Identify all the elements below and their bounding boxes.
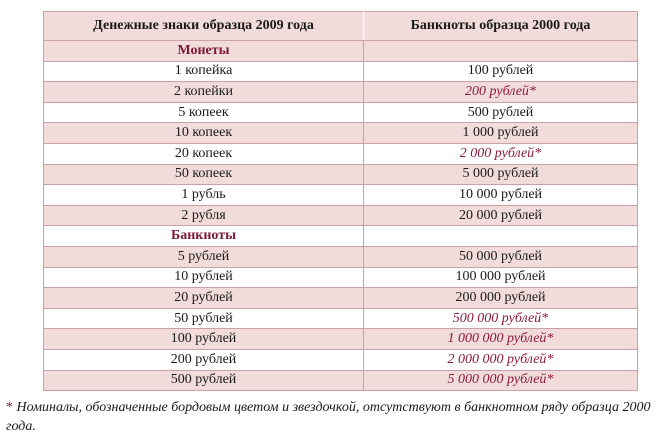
footnote-text: Номиналы, обозначенные бордовым цветом и звездочкой, отсутствуют в банкнотном ряду образца 2000 года.	[6, 400, 651, 434]
denomination-2009: 2 копейки	[44, 82, 364, 103]
section-label: Банкноты	[44, 226, 364, 247]
table-row	[44, 123, 638, 144]
table-row	[44, 82, 638, 103]
denomination-2000: 2 000 000 рублей*	[364, 349, 638, 370]
denomination-2000: 100 рублей	[364, 61, 638, 82]
table-row	[44, 349, 638, 370]
section-empty-cell	[364, 226, 638, 247]
section-empty-cell	[364, 41, 638, 62]
denomination-2009: 20 копеек	[44, 143, 364, 164]
denomination-2000: 10 000 рублей	[364, 185, 638, 206]
header-2000-banknotes: Банкноты образца 2000 года	[364, 12, 638, 41]
footnote	[6, 398, 656, 436]
table-row	[44, 308, 638, 329]
denomination-2000: 500 рублей	[364, 102, 638, 123]
denomination-2009: 50 копеек	[44, 164, 364, 185]
table-header-row	[44, 12, 638, 41]
denomination-2000: 200 рублей*	[364, 82, 638, 103]
denomination-2009: 50 рублей	[44, 308, 364, 329]
table-row	[44, 143, 638, 164]
denomination-2000: 100 000 рублей	[364, 267, 638, 288]
denomination-2009: 10 рублей	[44, 267, 364, 288]
denomination-2009: 500 рублей	[44, 370, 364, 391]
table-row	[44, 185, 638, 206]
section-label: Монеты	[44, 41, 364, 62]
header-2009-series: Денежные знаки образца 2009 года	[44, 12, 364, 41]
table-row	[44, 288, 638, 309]
table-row	[44, 267, 638, 288]
table-row	[44, 370, 638, 391]
table-row	[44, 329, 638, 350]
denomination-2000: 1 000 000 рублей*	[364, 329, 638, 350]
denomination-2009: 2 рубля	[44, 205, 364, 226]
denomination-2009: 20 рублей	[44, 288, 364, 309]
table-row	[44, 102, 638, 123]
section-row	[44, 41, 638, 62]
denomination-2009: 5 рублей	[44, 246, 364, 267]
denomination-2009: 1 копейка	[44, 61, 364, 82]
table-row	[44, 246, 638, 267]
denomination-2000: 200 000 рублей	[364, 288, 638, 309]
denomination-2009: 200 рублей	[44, 349, 364, 370]
denomination-2009: 100 рублей	[44, 329, 364, 350]
denomination-2000: 50 000 рублей	[364, 246, 638, 267]
section-row	[44, 226, 638, 247]
denomination-2000: 20 000 рублей	[364, 205, 638, 226]
denomination-2009: 1 рубль	[44, 185, 364, 206]
table-row	[44, 164, 638, 185]
table-row	[44, 61, 638, 82]
denominations-table	[43, 11, 638, 391]
denomination-2009: 10 копеек	[44, 123, 364, 144]
denomination-2000: 5 000 рублей	[364, 164, 638, 185]
table-row	[44, 205, 638, 226]
denomination-2000: 2 000 рублей*	[364, 143, 638, 164]
footnote-star: *	[6, 400, 13, 415]
denomination-2000: 5 000 000 рублей*	[364, 370, 638, 391]
denomination-2000: 1 000 рублей	[364, 123, 638, 144]
denomination-2000: 500 000 рублей*	[364, 308, 638, 329]
denomination-2009: 5 копеек	[44, 102, 364, 123]
